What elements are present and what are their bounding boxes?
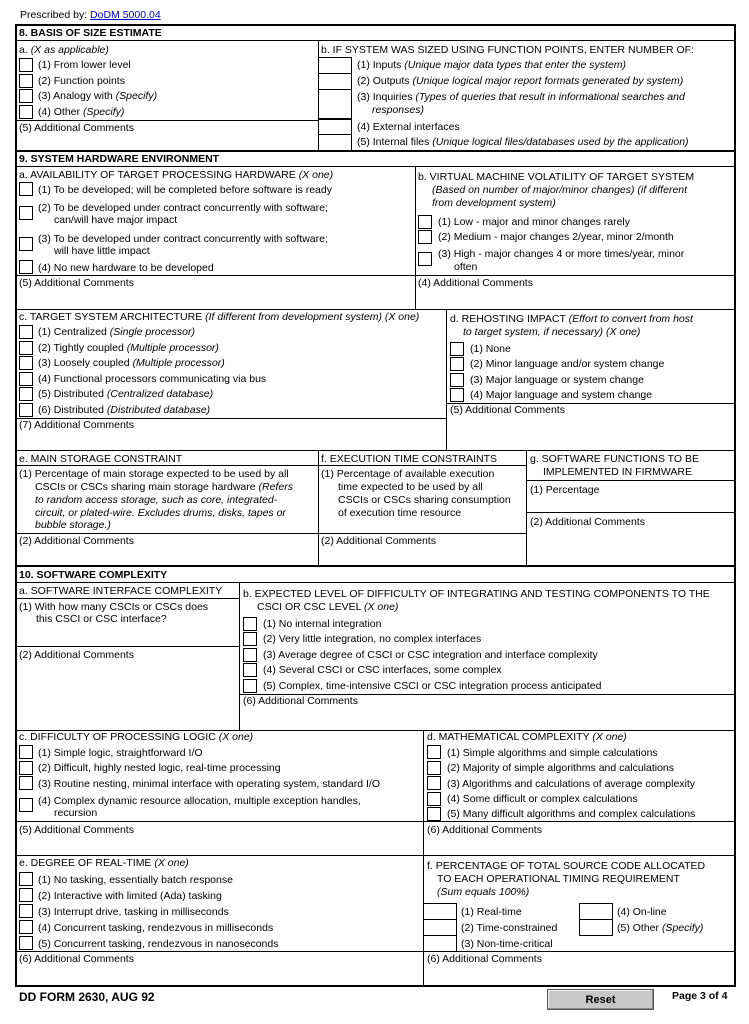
s10f2-input[interactable] xyxy=(423,919,457,936)
s8a2-label: (2) Function points xyxy=(38,75,125,87)
s8a1-checkbox[interactable] xyxy=(19,58,33,72)
s10e6-label: (6) Additional Comments xyxy=(19,953,134,965)
s9f1-label-c: CSCIs or CSCs sharing consumption xyxy=(338,494,511,506)
s10e4-checkbox[interactable] xyxy=(19,920,33,934)
s8a-heading: a. (X as applicable) xyxy=(19,44,109,56)
s9c2-checkbox[interactable] xyxy=(19,341,33,355)
s10e2-label: (2) Interactive with limited (Ada) tasking xyxy=(38,890,222,902)
s10a2-label: (2) Additional Comments xyxy=(19,649,134,661)
rule xyxy=(526,480,735,481)
s8b3-label-cont: responses) xyxy=(372,104,424,116)
s10d1-label: (1) Simple algorithms and simple calculations xyxy=(447,747,658,759)
s9b2-label: (2) Medium - major changes 2/year, minor 2/month xyxy=(438,231,674,243)
s10d3-label: (3) Algorithms and calculations of average complexity xyxy=(447,778,696,790)
s9f1-label-d: of execution time resource xyxy=(338,507,462,519)
s8a4-checkbox[interactable] xyxy=(19,105,33,119)
s10d4-checkbox[interactable] xyxy=(427,792,441,806)
frame-top xyxy=(15,24,736,26)
s9c3-checkbox[interactable] xyxy=(19,356,33,370)
s10f4-label: (4) On-line xyxy=(617,906,667,918)
s9e1-label-d: circuit, or plated-wire. Excludes drums, disks, tapes or xyxy=(35,507,286,519)
rule xyxy=(16,40,735,41)
s9b-heading-note: (Based on number of major/minor changes) (if different xyxy=(432,184,688,196)
rule xyxy=(239,582,240,730)
rule xyxy=(16,582,735,583)
s8a2-checkbox[interactable] xyxy=(19,74,33,88)
rule xyxy=(415,166,416,309)
s10e3-label: (3) Interrupt drive, tasking in milliseconds xyxy=(38,906,229,918)
s10c4-label: (4) Complex dynamic resource allocation, multiple exception handles, xyxy=(38,795,361,807)
rule xyxy=(446,309,447,450)
s10b2-checkbox[interactable] xyxy=(243,632,257,646)
s10f1-label: (1) Real-time xyxy=(461,906,522,918)
s10c3-label: (3) Routine nesting, minimal interface with operating system, standard I/O xyxy=(38,778,380,790)
s9f-heading: f. EXECUTION TIME CONSTRAINTS xyxy=(321,453,497,465)
s9a-heading: a. AVAILABILITY OF TARGET PROCESSING HARDWARE (X one) xyxy=(19,169,334,181)
s9d-heading-note: to target system, if necessary) (X one) xyxy=(463,326,641,338)
s10c-heading: c. DIFFICULTY OF PROCESSING LOGIC (X one) xyxy=(19,731,254,743)
s10a1-label: (1) With how many CSCIs or CSCs does xyxy=(19,601,209,613)
s10f1-input[interactable] xyxy=(423,903,457,920)
s10e4-label: (4) Concurrent tasking, rendezvous in milliseconds xyxy=(38,922,274,934)
s9c1-label: (1) Centralized (Single processor) xyxy=(38,326,195,338)
s9g1-label: (1) Percentage xyxy=(530,484,600,496)
s9c6-checkbox[interactable] xyxy=(19,403,33,417)
form-number: DD FORM 2630, AUG 92 xyxy=(19,990,155,1004)
s10f6-label: (6) Additional Comments xyxy=(427,953,542,965)
rule xyxy=(16,166,735,167)
s10e1-checkbox[interactable] xyxy=(19,872,33,886)
s9a1-checkbox[interactable] xyxy=(19,182,33,196)
s10c2-label: (2) Difficult, highly nested logic, real-time processing xyxy=(38,762,281,774)
s9b3-label-cont: often xyxy=(454,261,478,273)
s9e1-label: (1) Percentage of main storage expected to be used by all xyxy=(19,468,289,480)
s9g-heading: g. SOFTWARE FUNCTIONS TO BE xyxy=(530,453,699,465)
s8b5-input[interactable] xyxy=(318,134,352,151)
s9c5-checkbox[interactable] xyxy=(19,387,33,401)
s10e1-label: (1) No tasking, essentially batch response xyxy=(38,874,233,886)
rule xyxy=(16,855,735,856)
s8b-heading: b. IF SYSTEM WAS SIZED USING FUNCTION POINTS, ENTER NUMBER OF: xyxy=(321,44,694,56)
s10c1-checkbox[interactable] xyxy=(19,745,33,759)
s9c4-label: (4) Functional processors communicating via bus xyxy=(38,373,267,385)
s8b2-input[interactable] xyxy=(318,73,352,90)
s9f1-label-b: time expected to be used by all xyxy=(338,481,483,493)
s10d3-checkbox[interactable] xyxy=(427,776,441,790)
s10f5-label: (5) Other (Specify) xyxy=(617,922,704,934)
s10a-heading: a. SOFTWARE INTERFACE COMPLEXITY xyxy=(19,585,223,597)
s9b-heading: b. VIRTUAL MACHINE VOLATILITY OF TARGET SYSTEM xyxy=(418,171,695,183)
s10f-heading: f. PERCENTAGE OF TOTAL SOURCE CODE ALLOCATED xyxy=(427,860,706,872)
s10f-heading-note: (Sum equals 100%) xyxy=(437,886,530,898)
dodm-link[interactable]: DoDM 5000.04 xyxy=(90,9,161,21)
s10c5-label: (5) Additional Comments xyxy=(19,824,134,836)
s10f2-label: (2) Time-constrained xyxy=(461,922,558,934)
s9a3-label-cont: will have little impact xyxy=(54,245,150,257)
s9d-heading: d. REHOSTING IMPACT (Effort to convert from host xyxy=(450,313,693,325)
s10c3-checkbox[interactable] xyxy=(19,776,33,790)
rule xyxy=(16,565,735,567)
s10b-heading: b. EXPECTED LEVEL OF DIFFICULTY OF INTEGRATING AND TESTING COMPONENTS TO THE xyxy=(243,588,710,600)
s9a3-checkbox[interactable] xyxy=(19,237,33,251)
s10f3-label: (3) Non-time-critical xyxy=(461,938,553,950)
s10b6-label: (6) Additional Comments xyxy=(243,695,358,707)
s10b2-label: (2) Very little integration, no complex interfaces xyxy=(263,633,482,645)
rule xyxy=(16,533,526,534)
s9f2-label: (2) Additional Comments xyxy=(321,535,436,547)
rule xyxy=(318,450,319,565)
s9d1-checkbox[interactable] xyxy=(450,342,464,356)
s10d2-checkbox[interactable] xyxy=(427,761,441,775)
s9c1-checkbox[interactable] xyxy=(19,325,33,339)
s10a1-label-cont: this CSCI or CSC interface? xyxy=(36,613,167,625)
s8a1-label: (1) From lower level xyxy=(38,59,131,71)
s9e1-label-b: CSCIs or CSCs sharing main storage hardware (Refers xyxy=(35,481,293,493)
s9c-heading: c. TARGET SYSTEM ARCHITECTURE (If different from development system) (X one) xyxy=(19,311,420,323)
s9d3-checkbox[interactable] xyxy=(450,373,464,387)
s10b-heading-cont: CSCI OR CSC LEVEL (X one) xyxy=(257,601,399,613)
s9a1-label: (1) To be developed; will be completed before software is ready xyxy=(38,184,332,196)
s10b3-checkbox[interactable] xyxy=(243,648,257,662)
reset-button[interactable]: Reset xyxy=(547,989,654,1010)
s8a5-label: (5) Additional Comments xyxy=(19,122,134,134)
s10f5-input[interactable] xyxy=(579,919,613,936)
s9d2-checkbox[interactable] xyxy=(450,357,464,371)
s9a5-label: (5) Additional Comments xyxy=(19,277,134,289)
s9b4-label: (4) Additional Comments xyxy=(418,277,533,289)
s9c3-label: (3) Loosely coupled (Multiple processor) xyxy=(38,357,225,369)
s10e2-checkbox[interactable] xyxy=(19,888,33,902)
s8b3-input[interactable] xyxy=(318,89,352,119)
rule xyxy=(16,450,735,451)
s10b5-checkbox[interactable] xyxy=(243,679,257,693)
prescribed-by: Prescribed by: DoDM 5000.04 xyxy=(20,9,161,21)
s9d4-label: (4) Major language and system change xyxy=(470,389,653,401)
s9b3-label: (3) High - major changes 4 or more times/year, minor xyxy=(438,248,685,260)
s9a2-label: (2) To be developed under contract concurrently with software; xyxy=(38,202,328,214)
s8b1-label: (1) Inputs (Unique major data types that enter the system) xyxy=(357,59,627,71)
s9b2-checkbox[interactable] xyxy=(418,230,432,244)
s10e5-checkbox[interactable] xyxy=(19,936,33,950)
s9e1-label-c: to random access storage, such as core, integrated- xyxy=(35,494,278,506)
s8a4-label: (4) Other (Specify) xyxy=(38,106,125,118)
s10d1-checkbox[interactable] xyxy=(427,745,441,759)
frame-right xyxy=(734,24,736,986)
rule xyxy=(16,309,735,310)
s10b4-label: (4) Several CSCI or CSC interfaces, some complex xyxy=(263,664,502,676)
s9e1-label-e: bubble storage.) xyxy=(35,519,111,531)
s10b3-label: (3) Average degree of CSCI or CSC integration and interface complexity xyxy=(263,649,598,661)
s9a2-checkbox[interactable] xyxy=(19,206,33,220)
rule xyxy=(526,450,527,565)
rule xyxy=(16,150,735,152)
s8b5-label: (5) Internal files (Unique logical files/databases used by the application) xyxy=(357,136,689,148)
page-number: Page 3 of 4 xyxy=(672,990,728,1002)
rule xyxy=(16,275,735,276)
s10f-heading-cont: TO EACH OPERATIONAL TIMING REQUIREMENT xyxy=(437,873,680,885)
s9d1-label: (1) None xyxy=(470,343,511,355)
s10d6-label: (6) Additional Comments xyxy=(427,824,542,836)
s10d2-label: (2) Majority of simple algorithms and calculations xyxy=(447,762,675,774)
s9a4-checkbox[interactable] xyxy=(19,260,33,274)
rule xyxy=(16,598,239,599)
s8a3-checkbox[interactable] xyxy=(19,89,33,103)
s8b2-label: (2) Outputs (Unique logical major report formats generated by system) xyxy=(357,75,684,87)
rule xyxy=(16,646,239,647)
section-10-title: 10. SOFTWARE COMPLEXITY xyxy=(19,569,168,581)
rule xyxy=(16,951,735,952)
s9c7-label: (7) Additional Comments xyxy=(19,419,134,431)
frame-bottom xyxy=(15,985,736,987)
s9d5-label: (5) Additional Comments xyxy=(450,404,565,416)
s8b4-label: (4) External interfaces xyxy=(357,121,460,133)
s9f1-label: (1) Percentage of available execution xyxy=(321,468,495,480)
s9b1-label: (1) Low - major and minor changes rarely xyxy=(438,216,630,228)
s10d4-label: (4) Some difficult or complex calculations xyxy=(447,793,638,805)
s9c5-label: (5) Distributed (Centralized database) xyxy=(38,388,214,400)
s9b-heading-note2: from development system) xyxy=(432,197,556,209)
s10f4-input[interactable] xyxy=(579,903,613,920)
section-8-title: 8. BASIS OF SIZE ESTIMATE xyxy=(19,27,162,39)
section-9-title: 9. SYSTEM HARDWARE ENVIRONMENT xyxy=(19,153,220,165)
s10d5-checkbox[interactable] xyxy=(427,807,441,821)
s9e2-label: (2) Additional Comments xyxy=(19,535,134,547)
s10c2-checkbox[interactable] xyxy=(19,761,33,775)
rule xyxy=(16,120,318,121)
s10c4-checkbox[interactable] xyxy=(19,798,33,812)
frame-left xyxy=(15,24,17,986)
s9c2-label: (2) Tightly coupled (Multiple processor) xyxy=(38,342,219,354)
s8b3-label: (3) Inquiries (Types of queries that result in informational searches and xyxy=(357,91,685,103)
s10b1-checkbox[interactable] xyxy=(243,617,257,631)
s10e-heading: e. DEGREE OF REAL-TIME (X one) xyxy=(19,857,189,869)
s10b4-checkbox[interactable] xyxy=(243,663,257,677)
s9b3-checkbox[interactable] xyxy=(418,252,432,266)
s9g2-label: (2) Additional Comments xyxy=(530,516,645,528)
rule xyxy=(423,730,424,855)
s9d3-label: (3) Major language or system change xyxy=(470,374,644,386)
s10f3-input[interactable] xyxy=(423,935,457,952)
s10b5-label: (5) Complex, time-intensive CSCI or CSC integration process anticipated xyxy=(263,680,602,692)
rule xyxy=(16,821,735,822)
s9c4-checkbox[interactable] xyxy=(19,372,33,386)
s8a3-label: (3) Analogy with (Specify) xyxy=(38,90,158,102)
s10b1-label: (1) No internal integration xyxy=(263,618,382,630)
s10e5-label: (5) Concurrent tasking, rendezvous in nanoseconds xyxy=(38,938,279,950)
s9c6-label: (6) Distributed (Distributed database) xyxy=(38,404,211,416)
s9e-heading: e. MAIN STORAGE CONSTRAINT xyxy=(19,453,183,465)
s9g-heading-cont: IMPLEMENTED IN FIRMWARE xyxy=(543,466,692,478)
s9a4-label: (4) No new hardware to be developed xyxy=(38,262,214,274)
s9b1-checkbox[interactable] xyxy=(418,215,432,229)
s9d4-checkbox[interactable] xyxy=(450,388,464,402)
s10c4-label-cont: recursion xyxy=(54,807,98,819)
s9a3-label: (3) To be developed under contract concurrently with software; xyxy=(38,233,328,245)
s9d2-label: (2) Minor language and/or system change xyxy=(470,358,665,370)
s10d5-label: (5) Many difficult algorithms and complex calculations xyxy=(447,808,696,820)
s10d-heading: d. MATHEMATICAL COMPLEXITY (X one) xyxy=(427,731,627,743)
rule xyxy=(526,512,735,513)
s10c1-label: (1) Simple logic, straightforward I/O xyxy=(38,747,203,759)
s10e3-checkbox[interactable] xyxy=(19,904,33,918)
s9a2-label-cont: can/will have major impact xyxy=(54,214,178,226)
s8b1-input[interactable] xyxy=(318,57,352,74)
